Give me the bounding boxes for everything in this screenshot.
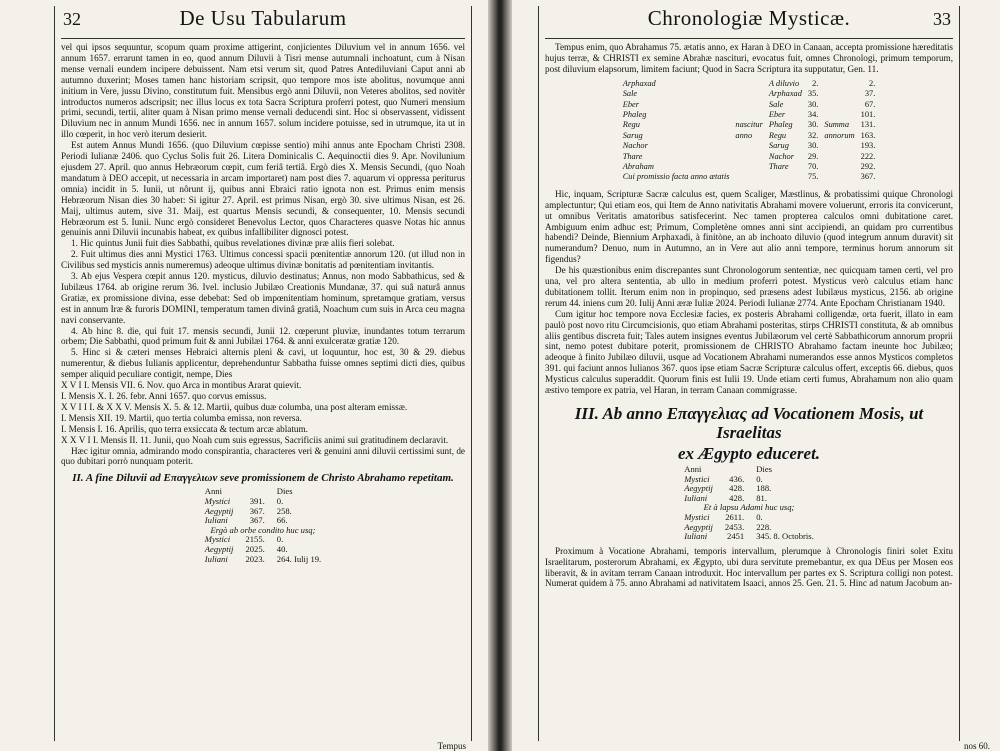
paragraph: Proximum à Vocatione Abrahami, temporis intervallum, plerumque à Chronologis finiri solet Exitu Israelitarum, posterorum Abrahami, ex Ægypto, ubi dura servitute premebantur, ex qua DEus per Mosen eos liberavit, & in avitam terram Canaan introduxit. Hoc intervallum per partes ex S. Scriptura colligi non potest. Numerat quidem à 75. anno Abrahami ad nativitatem Isaaci, annos 25. Gen. 21. 5. Hinc ad natum Jacobum an-	[545, 545, 953, 589]
paragraph: 2. Fuit ultimus dies anni Mystici 1763. Ultimus concessi spacii pœnitentiæ annorum 120. (ut illud non in Civilibus sed mysticis annis numeremus) adeoque ultimus divinæ bonitatis ad pœnitentiam invitantis.	[61, 249, 465, 271]
table-cell: Mystici	[684, 473, 710, 484]
table-cell: 0.	[276, 534, 284, 545]
genealogy-sums	[861, 79, 876, 183]
sum-cell: 222.	[860, 151, 876, 161]
age-cell: 30.	[807, 120, 819, 130]
sum-cell: 367.	[860, 172, 876, 182]
book-gutter	[488, 0, 512, 751]
paragraph: 1. Hic quintus Junii fuit dies Sabbathi, quibus revelationes divinæ præ aliis fieri solebat.	[71, 238, 395, 249]
section-title: II. A fine Diluvii ad Επαγγελιων seve promissionem de Christo Abrahamo repetitam.	[72, 472, 454, 485]
age-cell: 2.	[812, 78, 819, 88]
name-cell: Sale	[622, 89, 638, 99]
running-head: Chronologiæ Mysticæ.	[647, 6, 851, 30]
table-cell: 428.	[729, 492, 745, 503]
paragraph: Hic, inquam, Scripturæ Sacræ calculus est, quem Scaliger, Mæstlinus, & probatissimi quique Chronologi amplectuntur; Qui etiam eos, qui Item de Anno nativitatis Abrahami movere voluerunt, erroris ita convicerunt, ut omnibus Veritatis amatoribus satisfecerint. Nec tamen propterea calculos omni dubitatione caret. Ambiguum enim adhuc est; Primum, Completène omnes anni sint accipiendi, an quidam pro currentibus habendi? Deinde, Biennium Arphaxadi, à finitòne, an ab inchoato diluvio (quod integrum annum duravit) sit numerandum? Denuo, num in Autumno, an in Vere aut alio anni tempore, terminus horum annorum sit figendus?	[545, 188, 953, 265]
genealogy-summa-label	[824, 79, 854, 183]
age-cell: 30.	[807, 141, 819, 151]
page-number: 33	[933, 9, 951, 29]
genealogy-ages	[808, 79, 818, 183]
born-cell: Regu	[768, 130, 787, 140]
name-cell: Cui promissio facta anno ætatis	[622, 172, 730, 182]
sum-cell: 163.	[860, 130, 876, 140]
running-head: De Usu Tabularum	[179, 6, 347, 30]
left-page	[0, 0, 488, 751]
paragraph: Est autem Annus Mundi 1656. (quo Diluvium cœpisse sentio) mihi annus ante Epocham Christi 2308. Periodi Iulianæ 2406. quo Cyclus Solis fuit 26. Litera Dominicalis C. Aequinoctii dies 9. Apr. Novilunium ejusdem 27. April. quo annus Hebræorum cœpit, cum feriâ tertiâ. Ergò dies X. Mensis Secundi, (quo Noah mandatum à DEO accepit, ut necessaria in arcam importaret) nam post dies 7. aquarum vi oppressa periturus omnia) incidit in 5. Iunii, ut nôrunt ij, quibus anni Ebraici ratio ignota non est. Primus enim mensis Hebræorum Nisan dies 30 habet: Si igitur 27. April. est primus Nisan, ergò 30. sive ultimus Nisan, est 26. Maij, ultimus autem, sive 31. Maij, est quartus Mensis secundi, & consequenter, 10. Mensis secundi Hebræorum est 5. Iunii. Nunc ergò consideret Benevolus Lector, quos Characteres quasve Notas hic annus genuinis anni Diluvii incunabis habeat, ex quibus infallibiliter dignosci potest.	[61, 140, 465, 238]
date-line: I. Mensis XII. 19. Martii, quo tertia columba emissa, non reversa.	[61, 412, 302, 423]
left-page-header	[61, 6, 465, 39]
section-title: III. Ab anno Επαγγελιας ad Vocationem Mosis, ut Israelitas	[574, 404, 924, 442]
name-cell: Phaleg	[622, 109, 647, 119]
table-cell: 0.	[756, 473, 763, 484]
table-cell: Iuliani	[684, 531, 708, 542]
table-cell: Aegyptij	[684, 483, 713, 494]
age-cell: 30.	[807, 99, 819, 109]
date-line: X V I I. Mensis VII. 6. Nov. quo Arca in montibus Ararat quievit.	[61, 380, 302, 391]
right-page	[512, 0, 1000, 751]
table-cell: 66.	[276, 515, 288, 526]
table-cell: 0.	[756, 511, 763, 522]
left-body	[61, 39, 465, 564]
right-body	[545, 39, 953, 589]
age-cell: 70.	[807, 161, 819, 171]
table-cell: 0.	[276, 495, 284, 506]
sum-cell: 292.	[860, 161, 876, 171]
table-header: Dies	[276, 486, 293, 497]
name-cell: Nachor	[622, 141, 648, 151]
name-cell: Eber	[622, 99, 639, 109]
left-text-block	[54, 6, 472, 741]
table-cell: 436.	[729, 473, 745, 484]
name-cell: Thare	[622, 151, 643, 161]
table-cell: 2023.	[245, 553, 265, 564]
paragraph: 3. Ab ejus Vespera cœpit annus 120. mysticus, diluvio destinatus; Annus, non modo Sabbathicus, sed & Iubilæus 1764. ab origine rerum 36. Ivel. inclusio Jubilæo Creationis Mundanæ, 37. qui suâ naturâ annus Gratiæ, ex promissione divina, esse debebat: Sed ob impœnitentiam hominum, spretamque gratiam, versus est in annum Iræ & furoris DOMINI, temperatum tamen divinâ gratiâ, Noachum cum suis in Arca ceu magna navi conservante.	[61, 271, 465, 325]
paragraph: Tempus enim, quo Abrahamus 75. ætatis anno, ex Haran à DEO in Canaan, accepta promissione hæreditatis hujus terræ, & CHRISTI ex semine Abrahæ nascituri, evocatus fuit, omnes Chronologi, primum temporum, post diluvium elapsorum, limitem faciunt; Quod in Sacra Scriptura ita supputatur, Gen. 11.	[545, 42, 953, 74]
table-cell: 367.	[249, 505, 265, 516]
table-cell: 2453.	[724, 521, 745, 532]
sum-cell: 193.	[860, 141, 876, 151]
table-cell: Aegyptij	[204, 543, 234, 554]
table-cell: 81.	[756, 492, 767, 503]
born-cell: Sale	[768, 99, 784, 109]
born-cell: Thare	[768, 161, 789, 171]
table-header: Dies	[756, 464, 772, 474]
paragraph: De his quæstionibus enim discrepantes sunt Chronologorum sententiæ, nec quicquam tamen certi, vel pro una, vel pro altera sententia, ab ullo in medium proferri potest. Mysticus verò calculus etiam hanc dubitationem tollit. Iterum enim non in propinquo, sed præsens adest Iubilæus mysticus, 2156. ab origine rerum 44. iniens cum 20. Iulij Anni æræ Iuliæ 2024. Periodi Iulianæ 2774. Ante Epocham Christianam 1940.	[545, 265, 953, 308]
age-cell: 29.	[807, 151, 819, 161]
genealogy-mid-label	[735, 79, 762, 183]
table-row	[678, 532, 820, 542]
paragraph: 5. Hinc si & cæteri menses Hebraici alternis pleni & cavi, ut loquuntur, hoc est, 30 & 29. diebus numerentur, & diebus Iulianis applicentur, deprehenduntur Sabbatha fuisse omnes septimi dicti dies, quibus semper aliquid peculiare contigit, nempe, Dies	[61, 347, 465, 380]
table-cell: Mystici	[684, 511, 710, 522]
age-cell: 75.	[807, 172, 819, 182]
born-cell: Phaleg	[768, 120, 793, 130]
table-cell: 2451	[727, 531, 745, 542]
date-line: I. Mensis X. I. 26. febr. Anni 1657. quo corvus emissus.	[61, 391, 267, 401]
table-cell: 391.	[249, 495, 265, 506]
paragraph: Cum igitur hoc tempore nova Ecclesiæ facies, ex posteris Abrahami colligendæ, orta fuerit, illato in eam paulò post novo ritu Circumcisionis, quo etiam Abrahami posteritas, stirps CHRISTI constituta, & ab omnibus aliis gentibus discreta fuit; Tales autem insignes eventus Jubilæorum vel certè Sabbathicorum annorum proprii sint, nemo potest dubitare poterit, promissionem de CHRISTO Abrahamo factam ineunte hoc Jubilæo; adeoque à finito Jubilæo diluvii, usque ad Vocationem Abrahami numerandos esse annos Mysticos completos 391. qui faciunt annos Iulianos 367. quos ipse etiam Sacræ Scripturæ calculus offert, exceptis 66. diebus, quos Mysticus calculus superaddit. Quorum finis est Iulii 19. Unde etiam certi fumus, Abrahamum non alio quam æstivo tempore ex patria, vel Haran, in terram Canaan commigrasse.	[545, 308, 953, 396]
sum-cell: 2.	[869, 78, 876, 88]
table-cell: Iuliani	[204, 515, 228, 526]
table-cell: 428.	[729, 483, 745, 494]
table-cell: 40.	[276, 543, 288, 554]
catchword: Tempus	[437, 741, 466, 751]
table-cell: Mystici	[204, 534, 231, 545]
born-cell: Eber	[768, 109, 786, 119]
paragraph: 4. Ab hinc 8. die, qui fuit 17. mensis secundi, Junii 12. cœperunt pluviæ, inundantes totum terrarum orbem; Die Sabbathi, quod primum fuit & anni Jubilæi 1764. & anni exulceratæ gratiæ 120.	[61, 325, 465, 347]
table-cell: 2611.	[725, 511, 745, 522]
summa-label: annorum	[824, 130, 855, 140]
date-line: I. Mensis I. 16. Aprilis, quo terra exsiccata & tectum arcæ ablatum.	[61, 423, 308, 434]
summa-label: Summa	[824, 120, 850, 130]
born-cell: Arphaxad	[768, 89, 802, 99]
right-page-header	[545, 6, 953, 39]
table-cell: 2155.	[245, 534, 265, 545]
mid-label: anno	[735, 130, 753, 140]
catchword: nos 60.	[963, 741, 990, 751]
name-cell: Abraham	[622, 161, 654, 171]
genealogy-names	[623, 79, 730, 183]
table-cell: 228.	[756, 521, 772, 532]
date-line: X V I I I. & X X V. Mensis X. 5. & 12. Martii, quibus duæ columba, una post alteram emissæ.	[61, 401, 408, 412]
table-cell: Aegyptij	[204, 505, 234, 516]
sum-cell: 131.	[860, 120, 876, 130]
sum-cell: 67.	[864, 99, 876, 109]
table-header: Anni	[204, 486, 222, 497]
right-text-block	[538, 6, 960, 741]
sum-cell: 101.	[860, 109, 876, 119]
table-cell: Ergò ab orbe condito huc usq;	[210, 524, 316, 535]
born-cell: Sarug	[768, 141, 789, 151]
section-title-cont: ex Ægypto educeret.	[677, 444, 821, 463]
date-line: X X V I I. Mensis II. 11. Junii, quo Noah cum suis egressus, Sacrificiis animi sui gratitudinem declaravit.	[61, 434, 449, 445]
paragraph: Hæc igitur omnia, admirando modo conspirantia, characteres veri & genuini anni diluvii certissimi sunt, de quo dubitari porrò nunquam poterit.	[61, 445, 465, 467]
sum-cell: 37.	[864, 89, 876, 99]
chronology-table	[678, 465, 820, 542]
page-number: 32	[63, 9, 81, 29]
table-cell: Mystici	[204, 495, 231, 506]
table-cell: Iuliani	[684, 492, 708, 503]
name-cell: Sarug	[622, 130, 643, 140]
mid-label: nascitur	[735, 120, 763, 130]
table-cell: 188.	[756, 483, 772, 494]
paragraph: vel qui ipsos sequuntur, scopum quam proxime attigerint, conjicientes Diluvium vel in annum 1656. vel annum 1657. errarunt tamen in eo, quod annum Diluvii à Tisri mense autumnali inchoatunt, cum à Nisan mense vernali eundem incipere debuissent. Nam etsi verum sit, quod Patres Antediluviani Caput anni ab autumno duxerint; Moses tamen hanc historiam scripsit, quo tempore mos iste abolitus, novumque anni initium in Vere, jussu Divino, constitutum fuit. Mensibus ergò anni Diluvii, non Veteres abolitos, sed novitèr introductos numeros adscripsit; nec illus locus ex tota Sacra Scriptura proferri potest, quo Numeri mensium primi, secundi, tertii, aliter quam à Nisan primo mense vernali deducendi sint. Hoc si observassent, vidissent Diluvium nec in annum Mundi 1656. nec in annum 1657. solum incidere potuisse, sed in utrumque, ita ut in illo cœperit, in hoc verò iterum desierit.	[61, 42, 465, 140]
table-row	[199, 555, 327, 565]
table-cell: 264. Iulij 19.	[276, 553, 322, 564]
table-header: Anni	[684, 464, 702, 474]
table-cell: 367.	[249, 515, 265, 526]
born-cell: A diluvio	[768, 78, 800, 88]
name-cell: Arphaxad	[622, 78, 656, 88]
chronology-table	[199, 487, 327, 564]
age-cell: 34.	[807, 109, 819, 119]
born-cell: Nachor	[768, 151, 794, 161]
table-cell: Aegyptij	[684, 521, 713, 532]
name-cell: Regu	[622, 120, 640, 130]
table-cell: 258.	[276, 505, 292, 516]
table-cell: Iuliani	[204, 553, 228, 564]
age-cell: 32.	[807, 130, 819, 140]
genealogy-table	[545, 79, 953, 183]
table-cell: 2025.	[245, 543, 265, 554]
table-cell: 345. 8. Octobris.	[756, 531, 814, 542]
genealogy-born	[769, 79, 802, 183]
table-cell: Et à lapsu Adami huc usq;	[703, 502, 795, 513]
age-cell: 35.	[807, 89, 819, 99]
